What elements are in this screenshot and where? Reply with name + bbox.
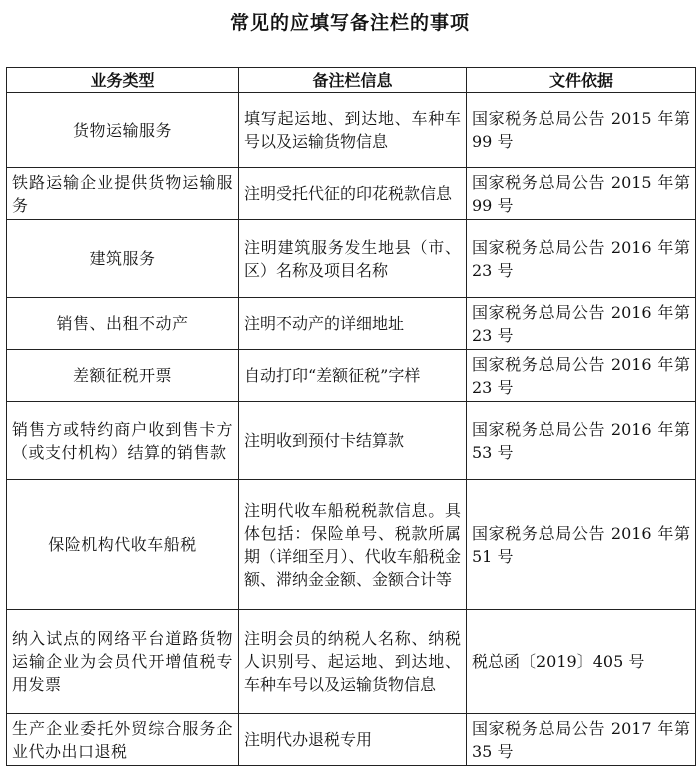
table-row <box>7 480 696 610</box>
cell-document-basis: 税总函〔2019〕405 号 <box>467 610 696 714</box>
header-remark-info: 备注栏信息 <box>239 68 467 93</box>
cell-remark-info: 注明会员的纳税人名称、纳税人识别号、起运地、到达地、车种车号以及运输货物信息 <box>239 610 467 714</box>
table-row <box>7 93 696 168</box>
cell-remark-info: 注明受托代征的印花税款信息 <box>239 168 467 220</box>
cell-remark-info: 填写起运地、到达地、车种车号以及运输货物信息 <box>239 93 467 168</box>
cell-remark-info: 注明收到预付卡结算款 <box>239 402 467 480</box>
table-row <box>7 350 696 402</box>
table-row <box>7 402 696 480</box>
cell-business-type: 货物运输服务 <box>7 93 239 168</box>
cell-business-type: 生产企业委托外贸综合服务企业代办出口退税 <box>7 714 239 766</box>
cell-remark-info: 注明代收车船税税款信息。具体包括：保险单号、税款所属期（详细至月）、代收车船税金额、滞纳金金额、金额合计等 <box>239 480 467 610</box>
cell-remark-info: 注明建筑服务发生地县（市、区）名称及项目名称 <box>239 220 467 298</box>
cell-document-basis: 国家税务总局公告 2015 年第 99 号 <box>467 168 696 220</box>
cell-business-type: 差额征税开票 <box>7 350 239 402</box>
cell-document-basis: 国家税务总局公告 2016 年第 53 号 <box>467 402 696 480</box>
cell-business-type: 销售方或特约商户收到售卡方（或支付机构）结算的销售款 <box>7 402 239 480</box>
header-business-type: 业务类型 <box>7 68 239 93</box>
cell-business-type: 建筑服务 <box>7 220 239 298</box>
table-row <box>7 610 696 714</box>
cell-document-basis: 国家税务总局公告 2015 年第 99 号 <box>467 93 696 168</box>
cell-document-basis: 国家税务总局公告 2016 年第 23 号 <box>467 220 696 298</box>
cell-remark-info: 自动打印“差额征税”字样 <box>239 350 467 402</box>
cell-business-type: 销售、出租不动产 <box>7 298 239 350</box>
cell-business-type: 铁路运输企业提供货物运输服务 <box>7 168 239 220</box>
table-row <box>7 220 696 298</box>
cell-document-basis: 国家税务总局公告 2016 年第 23 号 <box>467 298 696 350</box>
cell-business-type: 纳入试点的网络平台道路货物运输企业为会员代开增值税专用发票 <box>7 610 239 714</box>
table-row <box>7 714 696 766</box>
cell-remark-info: 注明代办退税专用 <box>239 714 467 766</box>
cell-remark-info: 注明不动产的详细地址 <box>239 298 467 350</box>
page-title: 常见的应填写备注栏的事项 <box>229 12 470 34</box>
cell-business-type: 保险机构代收车船税 <box>7 480 239 610</box>
table-header-row <box>7 68 696 93</box>
cell-document-basis: 国家税务总局公告 2016 年第 51 号 <box>467 480 696 610</box>
cell-document-basis: 国家税务总局公告 2016 年第 23 号 <box>467 350 696 402</box>
table-row <box>7 168 696 220</box>
header-document-basis: 文件依据 <box>467 68 696 93</box>
table-row <box>7 298 696 350</box>
remarks-table <box>6 67 696 766</box>
cell-document-basis: 国家税务总局公告 2017 年第 35 号 <box>467 714 696 766</box>
